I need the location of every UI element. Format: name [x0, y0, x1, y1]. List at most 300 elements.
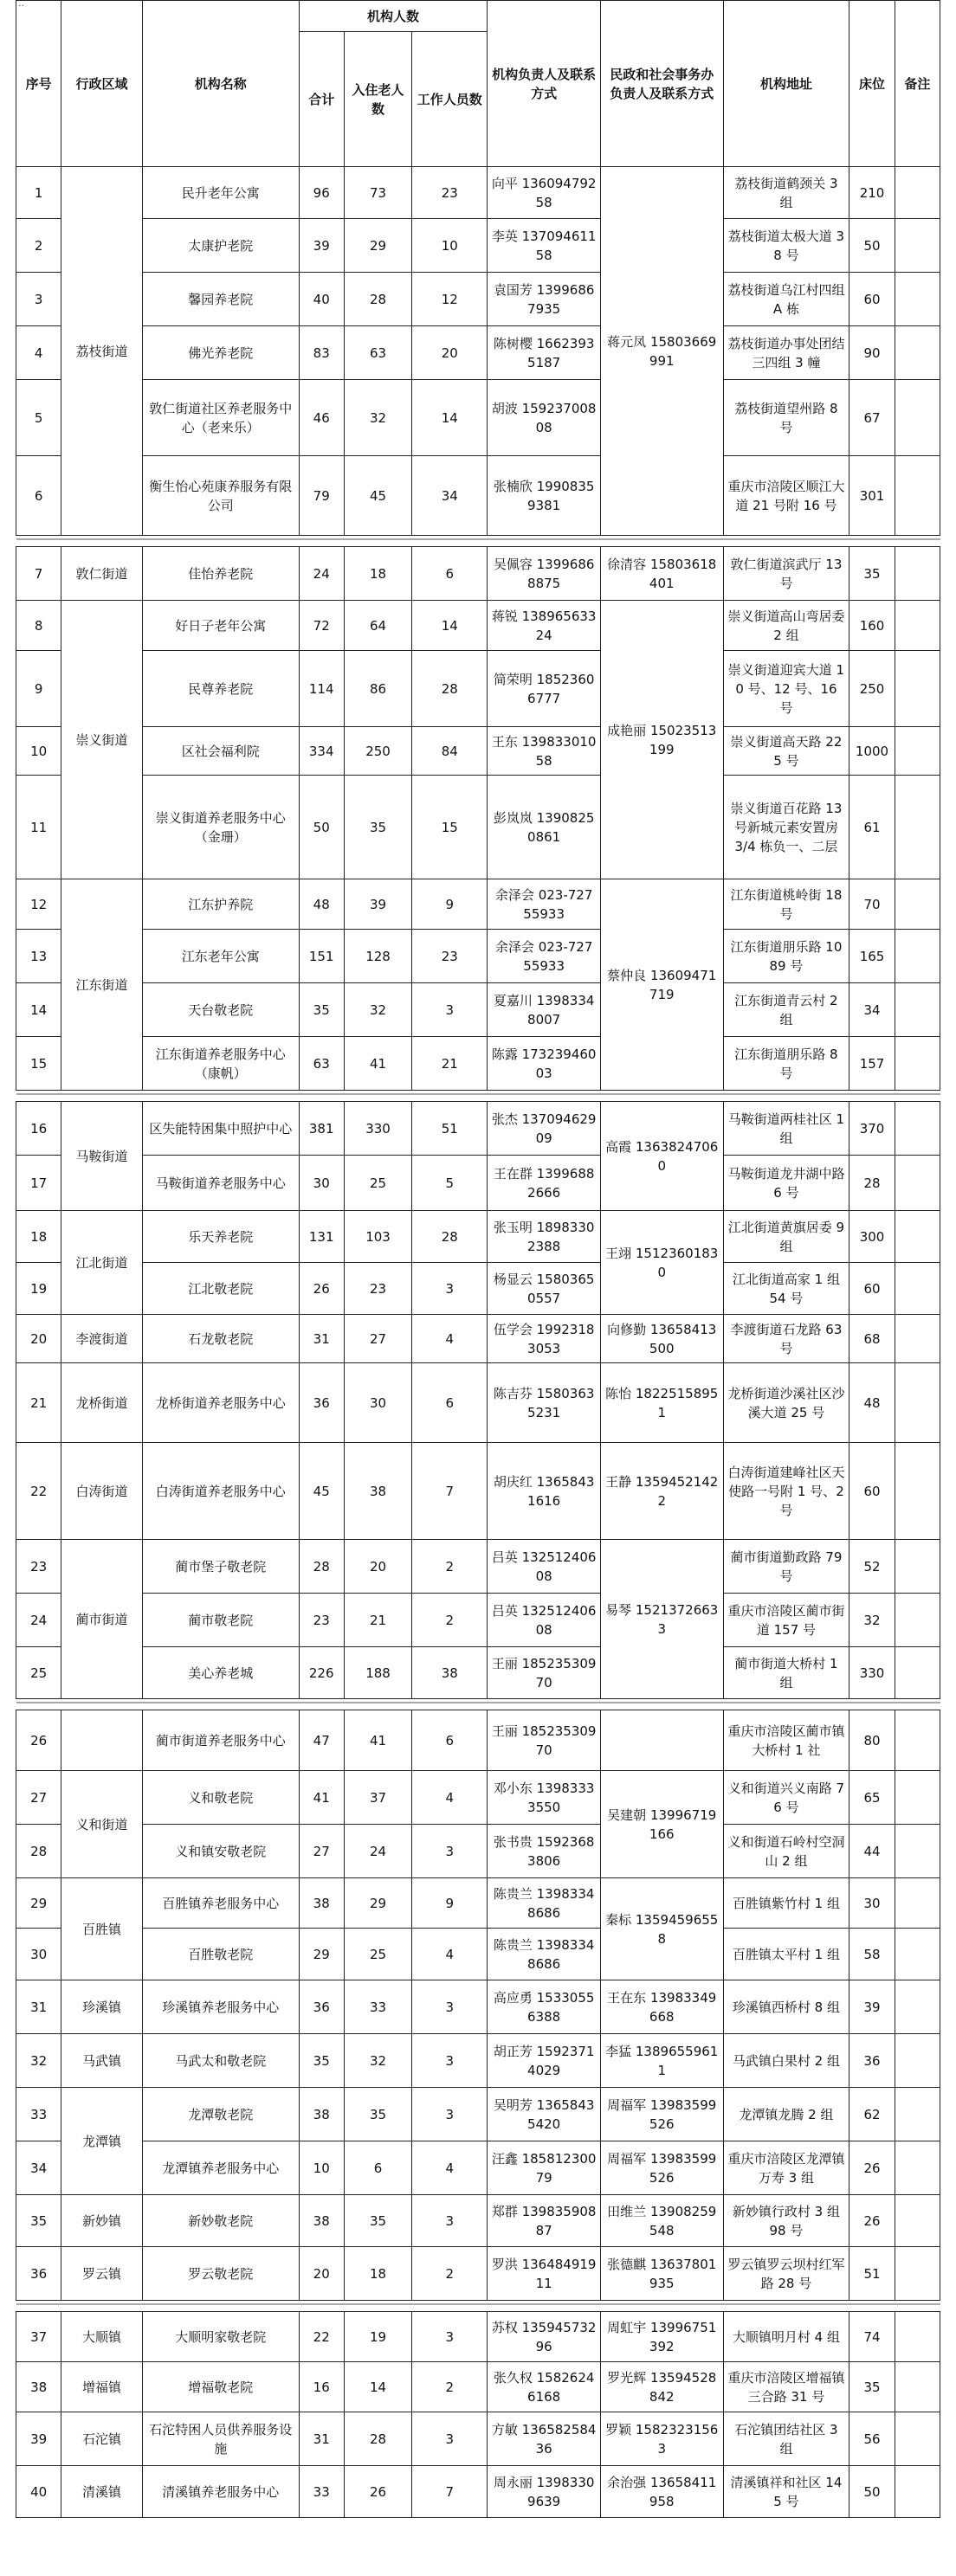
- cell-name: 义和镇安敬老院: [142, 1825, 299, 1878]
- cell-manager: 方敏 13658258436: [488, 2412, 601, 2466]
- cell-elderly: 29: [344, 219, 411, 273]
- cell-manager: 陈露 17323946003: [488, 1037, 601, 1091]
- cell-workers: 4: [412, 1315, 488, 1363]
- cell-elderly: 23: [344, 1263, 411, 1315]
- cell-address: 荔枝街道办事处团结三四组 3 幢: [723, 326, 849, 380]
- cell-remark: [895, 273, 940, 326]
- cell-name: 乐天养老院: [142, 1211, 299, 1263]
- cell-remark: [895, 1540, 940, 1594]
- cell-address: 大顺镇明月村 4 组: [723, 2312, 849, 2362]
- cell-beds: 62: [849, 2088, 895, 2141]
- table-row: [16, 547, 940, 601]
- cell-manager: 胡庆红 13658431616: [488, 1443, 601, 1540]
- cell-address: 荔枝街道鹤颈关 3 组: [723, 167, 849, 219]
- cell-beds: 35: [849, 2362, 895, 2412]
- cell-address: 石沱镇团结社区 3 组: [723, 2412, 849, 2466]
- cell-address: 荔枝街道乌江村四组 A 栋: [723, 273, 849, 326]
- cell-seq: 9: [16, 651, 61, 727]
- cell-workers: 6: [412, 1363, 488, 1443]
- cell-beds: 52: [849, 1540, 895, 1594]
- table-row: [16, 219, 940, 273]
- cell-region: 罗云镇: [61, 2247, 143, 2301]
- cell-address: 重庆市涪陵区蔺市街道 157 号: [723, 1594, 849, 1647]
- cell-region: 大顺镇: [61, 2312, 143, 2362]
- cell-manager: 王在群 13996882666: [488, 1156, 601, 1211]
- cell-total: 131: [299, 1211, 344, 1263]
- cell-workers: 3: [412, 1980, 488, 2034]
- cell-seq: 3: [16, 273, 61, 326]
- cell-manager: 张杰 13709462909: [488, 1102, 601, 1156]
- cell-total: 35: [299, 2034, 344, 2088]
- cell-elderly: 33: [344, 1980, 411, 2034]
- cell-name: 义和敬老院: [142, 1771, 299, 1825]
- cell-elderly: 25: [344, 1929, 411, 1980]
- cell-seq: 7: [16, 547, 61, 601]
- page-break-line: [16, 1091, 940, 1102]
- table-row: [16, 1263, 940, 1315]
- cell-elderly: 39: [344, 879, 411, 930]
- table-row: [16, 2088, 940, 2141]
- table-row: [16, 1771, 940, 1825]
- table-row: [16, 983, 940, 1037]
- cell-civil: [600, 1710, 723, 1771]
- header-total: 合计: [299, 32, 344, 167]
- header-staff-group: 机构人数: [299, 1, 488, 32]
- cell-beds: 26: [849, 2195, 895, 2247]
- cell-manager: 伍学会 19923183053: [488, 1315, 601, 1363]
- cell-beds: 51: [849, 2247, 895, 2301]
- cell-total: 151: [299, 930, 344, 983]
- cell-total: 48: [299, 879, 344, 930]
- cell-seq: 38: [16, 2362, 61, 2412]
- table-row: [16, 2312, 940, 2362]
- cell-remark: [895, 2362, 940, 2412]
- cell-remark: [895, 2412, 940, 2466]
- cell-manager: 汪鑫 18581230079: [488, 2141, 601, 2195]
- cell-civil: 易琴 15213726633: [600, 1540, 723, 1699]
- cell-beds: 58: [849, 1929, 895, 1980]
- cell-beds: 48: [849, 1363, 895, 1443]
- cell-elderly: 37: [344, 1771, 411, 1825]
- cell-beds: 61: [849, 776, 895, 879]
- cell-remark: [895, 1647, 940, 1699]
- cell-name: 崇义街道养老服务中心（金珊）: [142, 776, 299, 879]
- table-row: [16, 2247, 940, 2301]
- cell-total: 31: [299, 1315, 344, 1363]
- table-row: [16, 1878, 940, 1929]
- cell-elderly: 38: [344, 1443, 411, 1540]
- table-row: [16, 651, 940, 727]
- cell-remark: [895, 1771, 940, 1825]
- cell-address: 清溪镇祥和社区 145 号: [723, 2466, 849, 2518]
- cell-workers: 34: [412, 456, 488, 536]
- cell-beds: 60: [849, 1263, 895, 1315]
- cell-name: 衡生怡心苑康养服务有限公司: [142, 456, 299, 536]
- cell-remark: [895, 2247, 940, 2301]
- cell-name: 百胜镇养老服务中心: [142, 1878, 299, 1929]
- page-break-line: [16, 2301, 940, 2312]
- cell-workers: 6: [412, 547, 488, 601]
- cell-name: 石沱特困人员供养服务设施: [142, 2412, 299, 2466]
- table-row: [16, 1315, 940, 1363]
- cell-workers: 23: [412, 167, 488, 219]
- cell-workers: 2: [412, 1540, 488, 1594]
- header-row-1: [16, 1, 940, 32]
- cell-address: 龙桥街道沙溪社区沙溪大道 25 号: [723, 1363, 849, 1443]
- cell-elderly: 6: [344, 2141, 411, 2195]
- cell-name: 敦仁街道社区养老服务中心（老来乐）: [142, 380, 299, 456]
- cell-elderly: 32: [344, 380, 411, 456]
- header-civil: 民政和社会事务办负责人及联系方式: [600, 1, 723, 167]
- cell-total: 24: [299, 547, 344, 601]
- cell-remark: [895, 2312, 940, 2362]
- cell-address: 江东街道朋乐路 1089 号: [723, 930, 849, 983]
- cell-total: 114: [299, 651, 344, 727]
- cell-seq: 8: [16, 601, 61, 651]
- cell-name: 龙潭镇养老服务中心: [142, 2141, 299, 2195]
- cell-total: 381: [299, 1102, 344, 1156]
- cell-beds: 1000: [849, 727, 895, 776]
- cell-remark: [895, 1929, 940, 1980]
- cell-beds: 44: [849, 1825, 895, 1878]
- table-row: [16, 456, 940, 536]
- cell-remark: [895, 2141, 940, 2195]
- cell-total: 28: [299, 1540, 344, 1594]
- cell-workers: 23: [412, 930, 488, 983]
- cell-beds: 60: [849, 1443, 895, 1540]
- cell-elderly: 20: [344, 1540, 411, 1594]
- cell-total: 96: [299, 167, 344, 219]
- header-beds: 床位: [849, 1, 895, 167]
- cell-workers: 7: [412, 2466, 488, 2518]
- cell-workers: 2: [412, 2362, 488, 2412]
- cell-address: 崇义街道高天路 225 号: [723, 727, 849, 776]
- cell-name: 江东护养院: [142, 879, 299, 930]
- cell-total: 33: [299, 2466, 344, 2518]
- cell-seq: 28: [16, 1825, 61, 1878]
- cell-name: 江东老年公寓: [142, 930, 299, 983]
- table-row: [16, 1443, 940, 1540]
- cell-civil: 张德麒 13637801935: [600, 2247, 723, 2301]
- table-row: [16, 776, 940, 879]
- cell-manager: 张久权 15826246168: [488, 2362, 601, 2412]
- cell-elderly: 32: [344, 2034, 411, 2088]
- cell-elderly: 35: [344, 2195, 411, 2247]
- table-row: [16, 2195, 940, 2247]
- page-break-line: [16, 536, 940, 547]
- cell-total: 36: [299, 1363, 344, 1443]
- cell-seq: 39: [16, 2412, 61, 2466]
- table-row: [16, 1647, 940, 1699]
- cell-region: 石沱镇: [61, 2412, 143, 2466]
- cell-seq: 33: [16, 2088, 61, 2141]
- cell-region: 清溪镇: [61, 2466, 143, 2518]
- cell-workers: 2: [412, 1594, 488, 1647]
- cell-seq: 32: [16, 2034, 61, 2088]
- page-break: [16, 536, 940, 547]
- cell-elderly: 14: [344, 2362, 411, 2412]
- cell-elderly: 28: [344, 2412, 411, 2466]
- cell-total: 79: [299, 456, 344, 536]
- cell-name: 龙潭敬老院: [142, 2088, 299, 2141]
- cell-region: 江东街道: [61, 879, 143, 1091]
- cell-region: 新妙镇: [61, 2195, 143, 2247]
- cell-name: 百胜敬老院: [142, 1929, 299, 1980]
- cell-elderly: 64: [344, 601, 411, 651]
- cell-name: 民升老年公寓: [142, 167, 299, 219]
- cell-beds: 36: [849, 2034, 895, 2088]
- cell-total: 41: [299, 1771, 344, 1825]
- cell-beds: 32: [849, 1594, 895, 1647]
- cell-manager: 吕英 13251240608: [488, 1540, 601, 1594]
- table-row: [16, 2034, 940, 2088]
- cell-beds: 50: [849, 2466, 895, 2518]
- cell-address: 重庆市涪陵区增福镇三合路 31 号: [723, 2362, 849, 2412]
- cell-seq: 5: [16, 380, 61, 456]
- cell-beds: 65: [849, 1771, 895, 1825]
- cell-elderly: 330: [344, 1102, 411, 1156]
- cell-civil: 徐清容 15803618401: [600, 547, 723, 601]
- cell-address: 江东街道朋乐路 8 号: [723, 1037, 849, 1091]
- cell-address: 重庆市涪陵区顺江大道 21 号附 16 号: [723, 456, 849, 536]
- cell-manager: 夏嘉川 13983348007: [488, 983, 601, 1037]
- table-row: [16, 879, 940, 930]
- table-row: [16, 1594, 940, 1647]
- cell-workers: 10: [412, 219, 488, 273]
- cell-elderly: 24: [344, 1825, 411, 1878]
- cell-elderly: 27: [344, 1315, 411, 1363]
- cell-total: 46: [299, 380, 344, 456]
- cell-total: 16: [299, 2362, 344, 2412]
- cell-manager: 余泽会 023-72755933: [488, 930, 601, 983]
- cell-seq: 12: [16, 879, 61, 930]
- cell-civil: 陈怡 18225158951: [600, 1363, 723, 1443]
- cell-name: 江北敬老院: [142, 1263, 299, 1315]
- cell-civil: 王翊 15123601830: [600, 1211, 723, 1315]
- cell-address: 敦仁街道滨武厅 13 号: [723, 547, 849, 601]
- table-row: [16, 1211, 940, 1263]
- cell-seq: 16: [16, 1102, 61, 1156]
- cell-elderly: 41: [344, 1710, 411, 1771]
- cell-address: 新妙镇行政村 3 组 98 号: [723, 2195, 849, 2247]
- cell-beds: 68: [849, 1315, 895, 1363]
- cell-remark: [895, 456, 940, 536]
- cell-remark: [895, 1102, 940, 1156]
- cell-region: 龙桥街道: [61, 1363, 143, 1443]
- cell-manager: 张书贵 15923683806: [488, 1825, 601, 1878]
- cell-address: 江东街道桃岭街 18 号: [723, 879, 849, 930]
- cell-total: 47: [299, 1710, 344, 1771]
- cell-remark: [895, 879, 940, 930]
- cell-name: 蔺市街道养老服务中心: [142, 1710, 299, 1771]
- cell-name: 佛光养老院: [142, 326, 299, 380]
- cell-workers: 3: [412, 2088, 488, 2141]
- cell-seq: 35: [16, 2195, 61, 2247]
- cell-civil: 王在东 13983349668: [600, 1980, 723, 2034]
- elderly-care-institution-table: [16, 0, 940, 2518]
- cell-seq: 10: [16, 727, 61, 776]
- cell-name: 佳怡养老院: [142, 547, 299, 601]
- cell-workers: 7: [412, 1443, 488, 1540]
- cell-total: 38: [299, 2195, 344, 2247]
- cell-workers: 28: [412, 651, 488, 727]
- cell-seq: 2: [16, 219, 61, 273]
- cell-remark: [895, 2034, 940, 2088]
- cell-seq: 18: [16, 1211, 61, 1263]
- cell-name: 罗云敬老院: [142, 2247, 299, 2301]
- cell-elderly: 28: [344, 273, 411, 326]
- cell-seq: 25: [16, 1647, 61, 1699]
- cell-seq: 23: [16, 1540, 61, 1594]
- header-manager: 机构负责人及联系方式: [488, 1, 601, 167]
- cell-remark: [895, 1710, 940, 1771]
- cell-region: 义和街道: [61, 1771, 143, 1878]
- cell-manager: 苏权 13594573296: [488, 2312, 601, 2362]
- cell-manager: 郑群 13983590887: [488, 2195, 601, 2247]
- cell-name: 天台敬老院: [142, 983, 299, 1037]
- cell-elderly: 103: [344, 1211, 411, 1263]
- cell-seq: 6: [16, 456, 61, 536]
- cell-beds: 160: [849, 601, 895, 651]
- cell-seq: 13: [16, 930, 61, 983]
- cell-name: 好日子老年公寓: [142, 601, 299, 651]
- cell-elderly: 26: [344, 2466, 411, 2518]
- cell-total: 10: [299, 2141, 344, 2195]
- cell-remark: [895, 1825, 940, 1878]
- cell-remark: [895, 2088, 940, 2141]
- cell-address: 李渡街道石龙路 63 号: [723, 1315, 849, 1363]
- table-row: [16, 1540, 940, 1594]
- cell-name: 白涛街道养老服务中心: [142, 1443, 299, 1540]
- cell-region: 崇义街道: [61, 601, 143, 879]
- cell-seq: 29: [16, 1878, 61, 1929]
- cell-workers: 20: [412, 326, 488, 380]
- cell-elderly: 86: [344, 651, 411, 727]
- cell-total: 38: [299, 1878, 344, 1929]
- cell-elderly: 18: [344, 2247, 411, 2301]
- cell-civil: 田维兰 13908259548: [600, 2195, 723, 2247]
- cell-name: 龙桥街道养老服务中心: [142, 1363, 299, 1443]
- cell-beds: 80: [849, 1710, 895, 1771]
- cell-elderly: 73: [344, 167, 411, 219]
- cell-workers: 5: [412, 1156, 488, 1211]
- cell-seq: 26: [16, 1710, 61, 1771]
- cell-elderly: 41: [344, 1037, 411, 1091]
- cell-civil: 罗颖 15823231563: [600, 2412, 723, 2466]
- table-row: [16, 326, 940, 380]
- cell-beds: 74: [849, 2312, 895, 2362]
- cell-beds: 370: [849, 1102, 895, 1156]
- cell-name: 蔺市堡子敬老院: [142, 1540, 299, 1594]
- cell-remark: [895, 1363, 940, 1443]
- cell-remark: [895, 1211, 940, 1263]
- cell-manager: 李英 13709461158: [488, 219, 601, 273]
- table-row: [16, 1929, 940, 1980]
- cell-beds: 39: [849, 1980, 895, 2034]
- cell-name: 增福敬老院: [142, 2362, 299, 2412]
- cell-name: 马武太和敬老院: [142, 2034, 299, 2088]
- table-row: [16, 727, 940, 776]
- cell-workers: 12: [412, 273, 488, 326]
- cell-total: 30: [299, 1156, 344, 1211]
- cell-remark: [895, 1594, 940, 1647]
- cell-total: 36: [299, 1980, 344, 2034]
- table-row: [16, 2362, 940, 2412]
- cell-remark: [895, 167, 940, 219]
- cell-beds: 60: [849, 273, 895, 326]
- cell-region: 敦仁街道: [61, 547, 143, 601]
- cell-address: 重庆市涪陵区蔺市镇大桥村 1 社: [723, 1710, 849, 1771]
- cell-manager: 蒋锐 13896563324: [488, 601, 601, 651]
- cell-civil: 成艳丽 15023513199: [600, 601, 723, 879]
- table-row: [16, 273, 940, 326]
- cell-elderly: 128: [344, 930, 411, 983]
- cell-manager: 王丽 18523530970: [488, 1647, 601, 1699]
- cell-elderly: 63: [344, 326, 411, 380]
- cell-beds: 35: [849, 547, 895, 601]
- cell-name: 大顺明家敬老院: [142, 2312, 299, 2362]
- cell-workers: 15: [412, 776, 488, 879]
- table-row: [16, 1980, 940, 2034]
- cell-name: 石龙敬老院: [142, 1315, 299, 1363]
- cell-elderly: 250: [344, 727, 411, 776]
- cell-region: 马鞍街道: [61, 1102, 143, 1211]
- header-remark: 备注: [895, 1, 940, 167]
- header-name: 机构名称: [142, 1, 299, 167]
- cell-seq: 37: [16, 2312, 61, 2362]
- cell-total: 334: [299, 727, 344, 776]
- table-row: [16, 1102, 940, 1156]
- cell-workers: 3: [412, 1825, 488, 1878]
- cell-remark: [895, 983, 940, 1037]
- cell-seq: 20: [16, 1315, 61, 1363]
- cell-seq: 22: [16, 1443, 61, 1540]
- cell-civil: 向修勤 13658413500: [600, 1315, 723, 1363]
- cell-beds: 165: [849, 930, 895, 983]
- cell-beds: 300: [849, 1211, 895, 1263]
- cell-elderly: 32: [344, 983, 411, 1037]
- document-page: [16, 0, 940, 2518]
- cell-manager: 邓小东 13983333550: [488, 1771, 601, 1825]
- table-row: [16, 930, 940, 983]
- cell-name: 太康护老院: [142, 219, 299, 273]
- table-row: [16, 1710, 940, 1771]
- cell-manager: 王东 13983301058: [488, 727, 601, 776]
- cell-address: 崇义街道百花路 13 号新城元素安置房 3/4 栋负一、二层: [723, 776, 849, 879]
- cell-manager: 陈吉芬 15803635231: [488, 1363, 601, 1443]
- cell-seq: 31: [16, 1980, 61, 2034]
- cell-name: 美心养老城: [142, 1647, 299, 1699]
- cell-manager: 彭岚岚 13908250861: [488, 776, 601, 879]
- cell-elderly: 18: [344, 547, 411, 601]
- cell-civil: 周福军 13983599526: [600, 2088, 723, 2141]
- cell-elderly: 25: [344, 1156, 411, 1211]
- cell-beds: 56: [849, 2412, 895, 2466]
- cell-seq: 15: [16, 1037, 61, 1091]
- cell-remark: [895, 1263, 940, 1315]
- cell-civil: 秦标 13594596558: [600, 1878, 723, 1980]
- cell-workers: 2: [412, 2247, 488, 2301]
- cell-beds: 330: [849, 1647, 895, 1699]
- cell-region: 江北街道: [61, 1211, 143, 1315]
- cell-address: 白涛街道建峰社区天使路一号附 1 号、2 号: [723, 1443, 849, 1540]
- cell-address: 百胜镇太平村 1 组: [723, 1929, 849, 1980]
- cell-workers: 3: [412, 2034, 488, 2088]
- cell-name: 蔺市敬老院: [142, 1594, 299, 1647]
- cell-workers: 3: [412, 2312, 488, 2362]
- cell-region-continued: [61, 1710, 143, 1771]
- table-row: [16, 380, 940, 456]
